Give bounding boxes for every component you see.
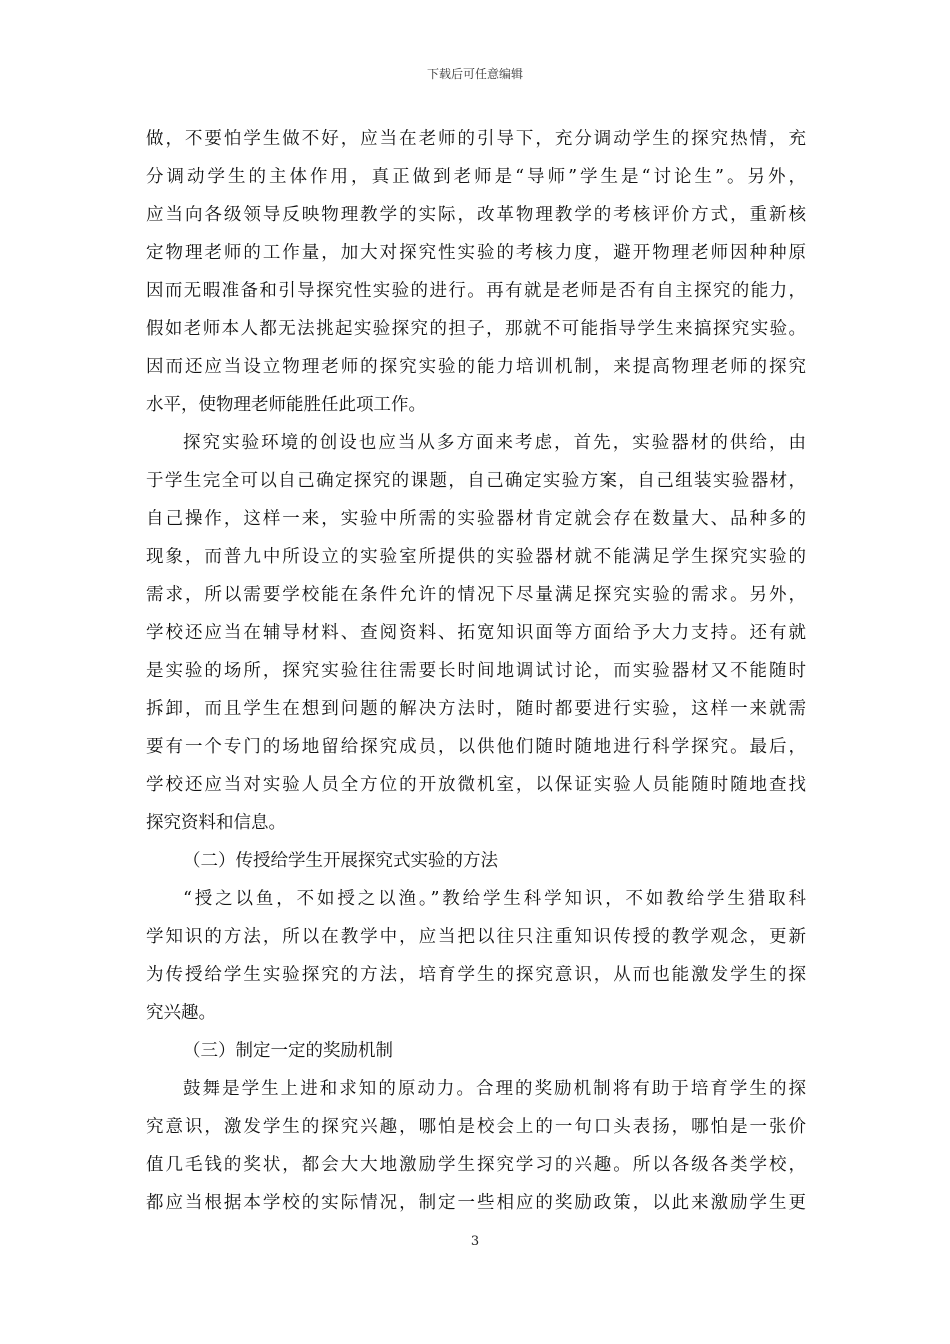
text-line: 学知识的方法，所以在教学中，应当把以往只注重知识传授的教学观念，更新 — [146, 927, 806, 947]
text-line: 分调动学生的主体作用，真正做到老师是“导师”学生是“讨论生”。另外， — [146, 167, 806, 187]
text-line: 要有一个专门的场地留给探究成员，以供他们随时随地进行科学探究。最后， — [146, 737, 806, 757]
text-line: 都应当根据本学校的实际情况，制定一些相应的奖励政策，以此来激励学生更 — [146, 1193, 806, 1213]
paragraph-methods — [146, 880, 806, 1032]
text-line: 探究资料和信息。 — [146, 813, 286, 833]
text-line: 学校还应当对实验人员全方位的开放微机室，以保证实验人员能随时随地查找 — [146, 775, 806, 795]
text-line: 假如老师本人都无法挑起实验探究的担子，那就不可能指导学生来搞探究实验。 — [146, 319, 806, 339]
section-heading-3 — [146, 1032, 806, 1070]
text-line: 值几毛钱的奖状，都会大大地激励学生探究学习的兴趣。所以各级各类学校， — [146, 1155, 806, 1175]
paragraph-lab-environment — [146, 424, 806, 842]
text-line: 于学生完全可以自己确定探究的课题，自己确定实验方案，自己组装实验器材， — [146, 471, 806, 491]
paragraph-continuation — [146, 120, 806, 424]
document-body — [146, 120, 806, 1222]
text-line: 为传授给学生实验探究的方法，培育学生的探究意识，从而也能激发学生的探 — [146, 965, 806, 985]
text-line: 究兴趣。 — [146, 1003, 216, 1023]
text-line: 鼓舞是学生上进和求知的原动力。合理的奖励机制将有助于培育学生的探 — [183, 1079, 806, 1099]
text-line: 应当向各级领导反映物理教学的实际，改革物理教学的考核评价方式，重新核 — [146, 205, 806, 225]
text-line: 因而还应当设立物理老师的探究实验的能力培训机制，来提高物理老师的探究 — [146, 357, 806, 377]
text-line: 需求，所以需要学校能在条件允许的情况下尽量满足探究实验的需求。另外， — [146, 585, 806, 605]
text-line: 探究实验环境的创设也应当从多方面来考虑，首先，实验器材的供给，由 — [183, 433, 806, 453]
text-line: 自己操作，这样一来，实验中所需的实验器材肯定就会存在数量大、品种多的 — [146, 509, 806, 529]
section-heading: （三）制定一定的奖励机制 — [183, 1041, 393, 1061]
section-heading: （二）传授给学生开展探究式实验的方法 — [183, 851, 498, 871]
text-line: “授之以鱼，不如授之以渔。”教给学生科学知识，不如教给学生猎取科 — [183, 889, 806, 909]
text-line: 定物理老师的工作量，加大对探究性实验的考核力度，避开物理老师因种种原 — [146, 243, 806, 263]
text-line: 做，不要怕学生做不好，应当在老师的引导下，充分调动学生的探究热情，充 — [146, 129, 806, 149]
text-line: 学校还应当在辅导材料、查阅资料、拓宽知识面等方面给予大力支持。还有就 — [146, 623, 806, 643]
page-header: 下载后可任意编辑 — [426, 67, 523, 81]
text-line: 是实验的场所，探究实验往往需要长时间地调试讨论，而实验器材又不能随时 — [146, 661, 806, 681]
text-line: 水平，使物理老师能胜任此项工作。 — [146, 395, 426, 415]
text-line: 拆卸，而且学生在想到问题的解决方法时，随时都要进行实验，这样一来就需 — [146, 699, 806, 719]
section-heading-2 — [146, 842, 806, 880]
text-line: 究意识，激发学生的探究兴趣，哪怕是校会上的一句口头表扬，哪怕是一张价 — [146, 1117, 806, 1137]
text-line: 因而无暇准备和引导探究性实验的进行。再有就是老师是否有自主探究的能力， — [146, 281, 806, 301]
text-line: 现象，而普九中所设立的实验室所提供的实验器材就不能满足学生探究实验的 — [146, 547, 806, 567]
paragraph-rewards — [146, 1070, 806, 1222]
page-number: 3 — [470, 1234, 480, 1249]
